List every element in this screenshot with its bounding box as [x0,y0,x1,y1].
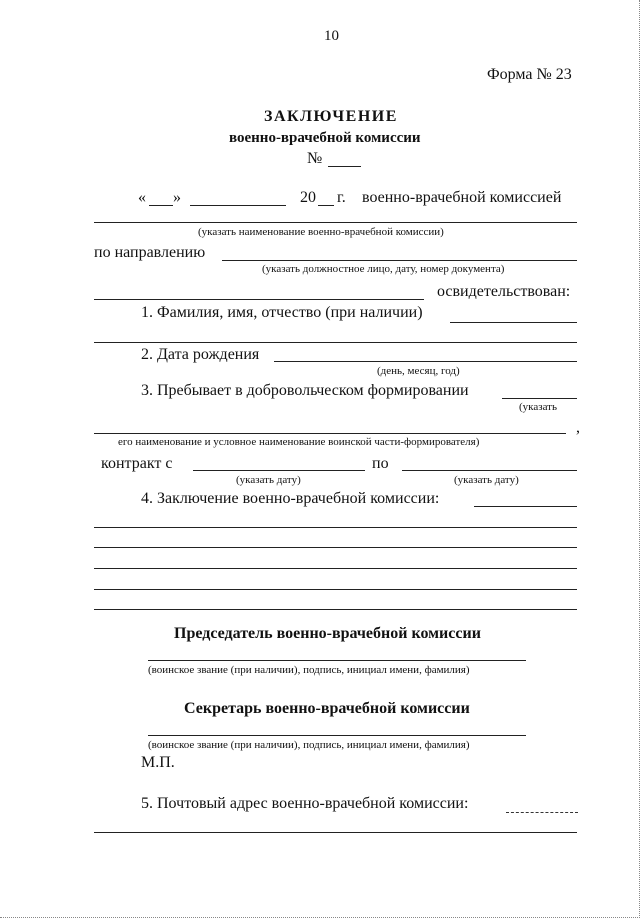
examined-field[interactable] [94,299,424,300]
birth-date-field[interactable] [274,361,577,362]
postal-address-field-2[interactable] [94,832,577,833]
conclusion-line-1[interactable] [94,527,577,528]
direction-label: по направлению [94,244,206,261]
number-sign: № [307,150,323,167]
hint-date-end: (указать дату) [454,474,519,486]
conclusion-line-3[interactable] [94,568,577,569]
date-open-quote: « [138,189,146,206]
chairman-signature-field[interactable] [148,660,526,661]
hint-date-start: (указать дату) [236,474,301,486]
contract-label: контракт с [101,455,173,472]
document-title: ЗАКЛЮЧЕНИЕ [264,108,398,125]
hint-commission-name: (указать наименование военно-врачебной комиссии) [198,226,444,238]
commission-word: военно-врачебной комиссией [362,189,562,206]
item-3-label: 3. Пребывает в добровольческом формировании [141,382,469,399]
hint-birth: (день, месяц, год) [377,365,460,377]
day-field[interactable] [149,205,173,206]
hint-chairman: (воинское звание (при наличии), подпись, инициал имени, фамилия) [148,664,470,676]
item-4-label: 4. Заключение военно-врачебной комиссии: [141,490,440,507]
conclusion-line-5[interactable] [94,609,577,610]
number-field[interactable] [328,166,361,167]
form-label: Форма № 23 [487,66,572,83]
commission-name-field[interactable] [94,222,577,223]
chairman-heading: Председатель военно-врачебной комиссии [174,625,481,642]
direction-field[interactable] [222,260,577,261]
hint-secretary: (воинское звание (при наличии), подпись, инициал имени, фамилия) [148,739,470,751]
month-field[interactable] [190,205,286,206]
item-1-label: 1. Фамилия, имя, отчество (при наличии) [141,304,423,321]
postal-address-field[interactable] [506,812,578,813]
formation-field-2[interactable] [94,433,566,434]
conclusion-line-2[interactable] [94,547,577,548]
hint-specify: (указать [519,401,557,413]
year-prefix: 20 [300,189,316,206]
full-name-field-2[interactable] [94,342,577,343]
item-5-label: 5. Почтовый адрес военно-врачебной комиссии: [141,795,469,812]
comma: , [576,419,580,436]
secretary-heading: Секретарь военно-врачебной комиссии [184,700,470,717]
date-close-quote: » [173,189,181,206]
formation-field[interactable] [502,398,577,399]
stamp-place: М.П. [141,754,175,771]
conclusion-field[interactable] [474,506,577,507]
full-name-field[interactable] [450,322,577,323]
document-subtitle: военно-врачебной комиссии [229,130,421,146]
hint-direction: (указать должностное лицо, дату, номер документа) [262,263,505,275]
secretary-signature-field[interactable] [148,735,526,736]
contract-to: по [372,455,389,472]
conclusion-line-4[interactable] [94,589,577,590]
contract-end-field[interactable] [402,470,577,471]
year-suffix: г. [337,189,346,206]
contract-start-field[interactable] [193,470,365,471]
hint-formation: его наименование и условное наименование воинской части-формирователя) [118,436,480,448]
year-field[interactable] [318,205,334,206]
examined-label: освидетельствован: [437,283,571,300]
item-2-label: 2. Дата рождения [141,346,260,363]
page-number: 10 [324,28,339,44]
